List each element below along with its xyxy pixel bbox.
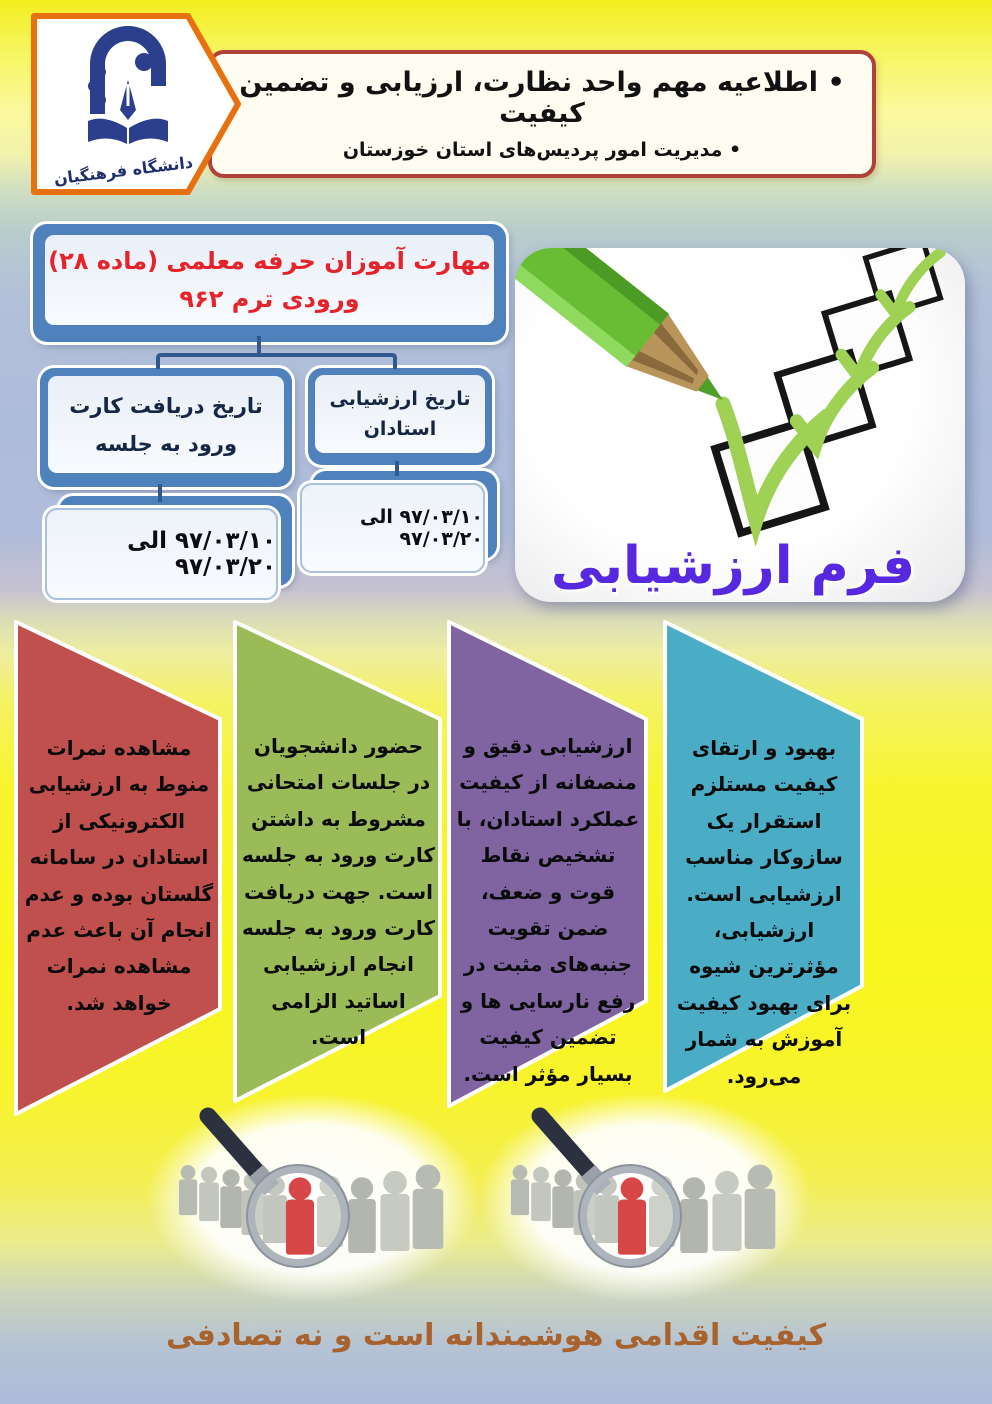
university-logo bbox=[28, 10, 246, 198]
form-image-caption: فرم ارزشیابی bbox=[550, 536, 916, 596]
evaluation-form-image bbox=[515, 248, 965, 602]
entry-card-line1: تاریخ دریافت کارت bbox=[69, 393, 263, 418]
magnifier-people-icon bbox=[480, 1086, 810, 1301]
university-name: دانشگاه فرهنگیان bbox=[52, 152, 194, 189]
magnifier-people-icon bbox=[148, 1086, 478, 1301]
banner-title: • اطلاعیه مهم واحد نظارت، ارزیابی و تضمین کیفیت bbox=[239, 67, 845, 129]
announcement-banner bbox=[208, 50, 876, 178]
panel-fair-evaluation-text: ارزشیابی دقیق و منصفانه از کیفیت عملکرد استادان، با تشخیص نقاط قوت و ضعف، ضمن تقویت جنبه‌های مثبت در رفع نارسایی ها و تضمین کیفیت بسیار مؤثر است. bbox=[456, 734, 640, 1086]
farhangian-university-emblem-icon bbox=[28, 10, 246, 198]
root-line1: مهارت آموزان حرفه معلمی (ماده ۲۸) bbox=[48, 246, 491, 275]
panel-quality-improvement bbox=[663, 618, 864, 1096]
panel-attendance-text: حضور دانشجویان در جلسات امتحانی مشروط به داشتن کارت ورود به جلسه است. جهت دریافت کارت ورود به جلسه انجام ارزشیابی اساتید الزامی است. bbox=[242, 734, 435, 1050]
root-line2: ورودی ترم ۹۶۲ bbox=[179, 285, 360, 313]
evaluation-line1: تاریخ ارزشیابی bbox=[329, 388, 471, 410]
panel-grades bbox=[14, 618, 222, 1118]
evaluation-line2: استادان bbox=[363, 418, 437, 440]
banner-subtitle: • مدیریت امور پردیس‌های استان خوزستان bbox=[342, 139, 742, 161]
people-magnifier-image-right bbox=[480, 1086, 810, 1301]
green-pencil-icon bbox=[515, 248, 744, 427]
evaluation-date: ۹۷/۰۳/۱۰ الی ۹۷/۰۳/۲۰ bbox=[300, 483, 485, 573]
panel-grades-text: مشاهده نمرات منوط به ارزشیابی الکترونیکی از استادان در سامانه گلستان بوده و عدم انجام آن باعث عدم مشاهده نمرات خواهد شد. bbox=[24, 736, 214, 1015]
people-magnifier-image-left bbox=[148, 1086, 478, 1301]
entry-card-line2: ورود به جلسه bbox=[94, 431, 238, 456]
footer-slogan: کیفیت اقدامی هوشمندانه است و نه تصادفی bbox=[165, 1318, 827, 1353]
panel-quality-improvement-text: بهبود و ارتقای کیفیت مستلزم استقرار یک سازوکار مناسب ارزشیابی است. ارزشیابی، مؤثرترین شیوه برای بهبود کیفیت آموزش به شمار می‌رود. bbox=[676, 736, 852, 1088]
panel-attendance bbox=[233, 618, 442, 1108]
panel-fair-evaluation bbox=[447, 618, 648, 1110]
entry-card-date: ۹۷/۰۳/۱۰ الی ۹۷/۰۳/۲۰ bbox=[45, 508, 278, 600]
